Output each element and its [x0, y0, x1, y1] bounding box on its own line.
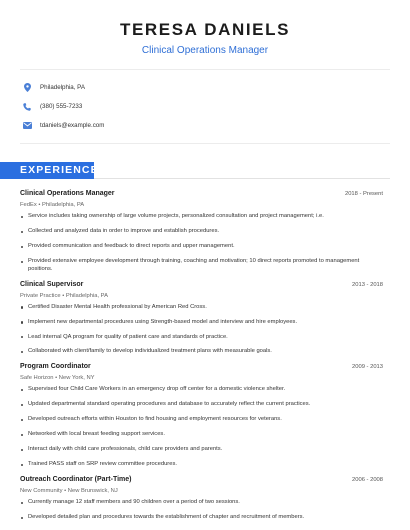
job-company: FedEx [20, 202, 37, 208]
job-location: Philadelphia, PA [65, 292, 108, 299]
job-bullet: Developed outreach efforts within Houston to find housing and employment resources for veterans. [20, 416, 383, 424]
job-bullet: Networked with local breast feeding support services. [20, 431, 383, 439]
job-location: New York, NY [58, 375, 95, 382]
job-company: New Community [20, 488, 63, 495]
section-underline [94, 178, 390, 179]
location-pin-icon [22, 83, 32, 93]
job-bullet: Implement new departmental procedures using Strength-based model and interview and hire employees. [20, 319, 383, 327]
job-bullet: Updated departmental standard operating procedures and database to accurately reflect the current practices. [20, 401, 383, 409]
job-bullet: Provided extensive employee development through training, coaching and motivation; 10 direct reports promoted to management positions. [20, 258, 383, 273]
job-bullet: Supervised four Child Care Workers in an emergency drop off center for a domestic violence shelter. [20, 386, 383, 394]
job-dates: 2018 - Present [344, 191, 383, 197]
contact-phone-text: (380) 555-7233 [40, 103, 83, 110]
job-bullet: Provided communication and feedback to direct reports and upper management. [20, 243, 383, 251]
job-title: Clinical Operations Manager [20, 190, 115, 197]
job-location: Philadelphia, PA [42, 202, 85, 208]
job-company-line: New Community • New Brunswick, NJ [20, 488, 118, 495]
job-bullet: Interact daily with child care professionals, child care providers and parents. [20, 446, 383, 454]
job-bullet: Lead internal QA program for quality of patient care and standards of practice. [20, 334, 383, 342]
job-title: Clinical Supervisor [20, 280, 84, 288]
email-icon [22, 121, 32, 131]
candidate-name: TERESA DANIELS [119, 20, 291, 39]
section-heading-experience: EXPERIENCE [0, 162, 94, 179]
contact-email-text[interactable]: tdaniels@example.com [40, 122, 105, 129]
job-bullet: Collaborated with client/family to develop individualized treatment plans with measurable goals. [20, 348, 383, 356]
job-dates: 2013 - 2018 [352, 281, 383, 288]
job-bullet: Currently manage 12 staff members and 90 children over a period of two sessions. [20, 499, 383, 507]
job-bullet: Certified Disaster Mental Health professional by American Red Cross. [20, 304, 383, 312]
job-bullet: Collected and analyzed data in order to improve and establish procedures. [20, 228, 383, 236]
phone-icon [22, 102, 32, 112]
job-dates: 2006 - 2008 [352, 477, 383, 484]
contact-phone [22, 97, 410, 116]
job-bullet: Service includes taking ownership of large volume projects, personalized consultation and project management; i.e. [20, 213, 383, 221]
job-entry [20, 281, 383, 357]
contact-location-text: Philadelphia, PA [40, 84, 85, 91]
job-title: Program Coordinator [20, 363, 91, 371]
contact-list [0, 70, 410, 135]
job-company-line: Private Practice • Philadelphia, PA [20, 292, 108, 299]
job-bullets [20, 304, 383, 357]
job-bullets [20, 386, 383, 469]
contact-divider [20, 143, 390, 144]
job-entry [20, 363, 383, 469]
job-entry [20, 190, 383, 273]
job-entry [20, 476, 383, 522]
job-company-line: FedEx • Philadelphia, PA [20, 202, 85, 208]
job-bullets [20, 213, 383, 273]
job-bullets [20, 499, 383, 522]
job-title: Outreach Coordinator (Part-Time) [20, 476, 132, 484]
contact-email[interactable] [22, 116, 410, 135]
job-company-line: Safe Horizon • New York, NY [20, 375, 95, 382]
resume-header [0, 0, 410, 57]
job-bullet: Trained PASS staff on SRP review committee procedures. [20, 461, 383, 469]
job-company: Safe Horizon [20, 375, 54, 382]
job-bullet: Developed detailed plan and procedures towards the establishment of chapter and recruitment of members. [20, 514, 383, 522]
job-location: New Brunswick, NJ [67, 488, 118, 495]
experience-list [20, 190, 383, 529]
candidate-role: Clinical Operations Manager [141, 45, 269, 56]
job-company: Private Practice [20, 292, 61, 299]
contact-location [22, 78, 410, 97]
job-dates: 2009 - 2013 [352, 364, 383, 371]
